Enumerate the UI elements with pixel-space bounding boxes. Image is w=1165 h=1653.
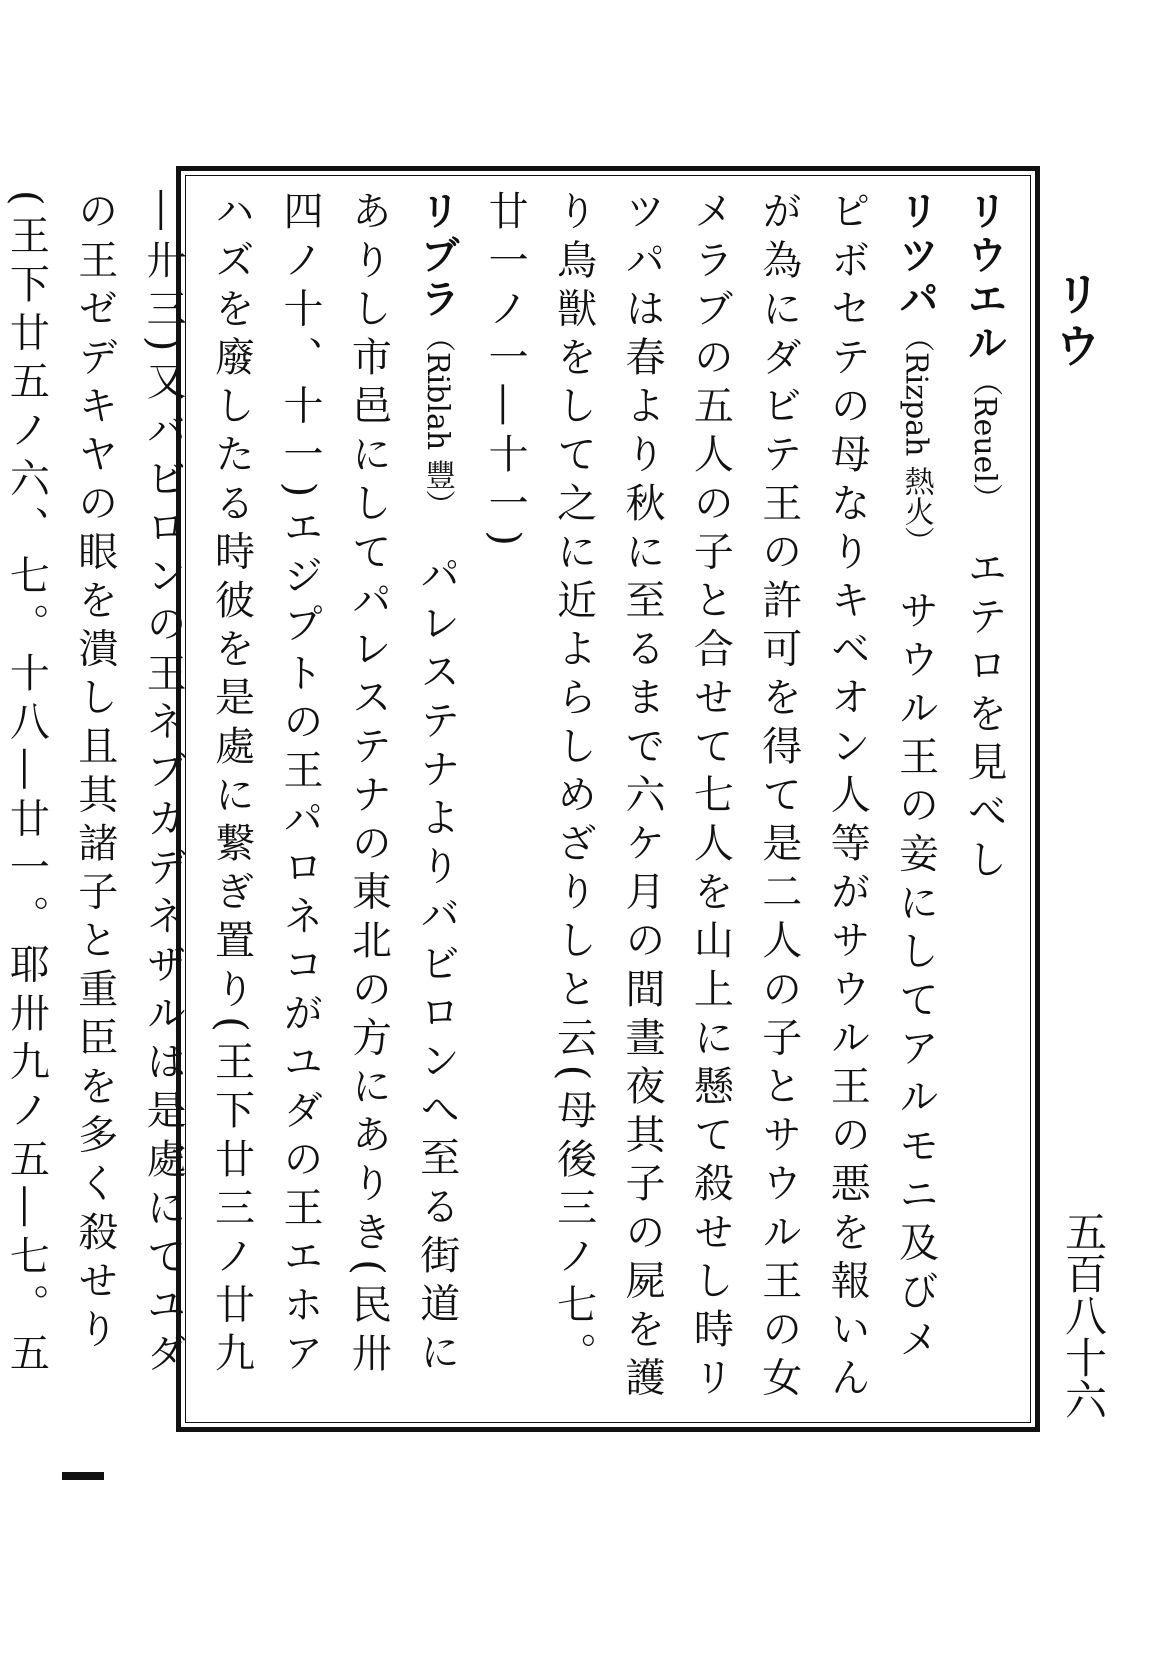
entry-rizpah bbox=[471, 190, 950, 1415]
headword-rizpah: リツパ bbox=[892, 190, 940, 322]
entry-riblah bbox=[0, 190, 471, 1415]
definition-riblah: パレステナよりバビロンへ至る街道にありし市邑にしてパレステナの東北の方にありき(民卅四ノ十、十一)エジプトの王パロネコがユダの王エホアハズを廢したる時彼を是處に繋ぎ置り(王下廿三ノ廿九―卅三)又バビロンの王ネブカデネザルは是處にてユダの王ゼデキヤの眼を潰し且其諸子と重臣を多く殺せり(王下廿五ノ六、七。十八―廿一。耶卅九ノ五―七。五 bbox=[3, 190, 460, 1381]
entry-reuel bbox=[950, 190, 1018, 1415]
page-number: 五百八十六 bbox=[1059, 1210, 1108, 1420]
latin-name-reuel: （Reuel） bbox=[967, 366, 1002, 499]
running-header: リウ bbox=[1048, 270, 1102, 374]
margin-mark bbox=[62, 1472, 104, 1480]
headword-riblah: リブラ bbox=[413, 190, 461, 322]
definition-rizpah: サウル王の妾にしてアルモニ及びメピボセテの母なりキベオン人等がサウル王の悪を報いんが為にダビテ王の許可を得て是二人の子とサウル王の女メラブの五人の子と合せて七人を山上に懸て殺せし時リツパは春より秋に至るまで六ケ月の間晝夜其子の屍を護り鳥獣をして之に近よらしめざりしと云(母後三ノ七。廿一ノ一―十一) bbox=[482, 190, 939, 1405]
latin-name-rizpah: （Rizpah 熱火） bbox=[898, 322, 934, 541]
latin-name-riblah: （Riblah 豐） bbox=[419, 322, 455, 505]
dictionary-text bbox=[3, 190, 1018, 1415]
definition-reuel: エテロを見べし bbox=[961, 498, 1007, 887]
headword-reuel: リウエル bbox=[961, 190, 1008, 366]
